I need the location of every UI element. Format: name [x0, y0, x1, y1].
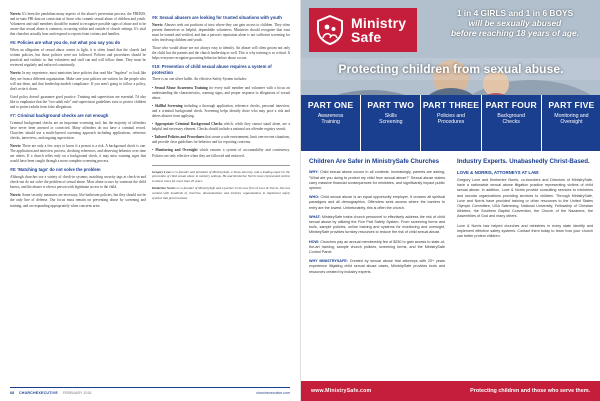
ad-paragraph-experts: Gregory Love and Kimberlee Norris, co-founders and Directors of MinistrySafe, have a nationwide sexual abuse litigation practice representing victims of child sexual abuse. In addition, Love & Norris provide consulting services to ministries and secular organizations providing services to children. Through MinistrySafe, Love and Norris have provided training or other resources to the United States Olympic Committee, USA Swimming, National University, Fellowship of Christian Athletes, the Southern Baptist Convention, the Church of the Nazarene, the Assemblies of God and many others. [457, 178, 593, 219]
tagline: Protecting children from sexual abuse. [338, 62, 564, 76]
ad-paragraph-who: WHO: Child sexual abuse is an equal opportunity employer. It crosses all spiritual paradigms and all demographics. Offenders seek access where the barriers to entry are the lowest. Unfortunately, this is often the church. [309, 195, 446, 210]
advertisement-page [300, 0, 600, 401]
ad-paragraph-experts-2: Love & Norris has helped churches and ministries in every state identify and implement effective safety systems. Contact them today to learn how your church can better protect children. [457, 223, 593, 239]
list-item: • Tailored Policies and Procedures that create a safe environment, limit one-on-one situations, and provide clear guidelines for behavior and for reporting concerns. [152, 135, 290, 145]
ad-paragraph-how: HOW: Churches pay an annual membership fee of $250 to gain access to state-of-the-art training, sample church policies, screening forms, and the MinistrySafe Control Panel. [309, 239, 446, 255]
section-10-paragraph: There is no one silver bullet. An effective Safety System includes: [152, 77, 248, 82]
list-item: • Monitoring and Oversight which ensures a system of accountability and consistency. Policies are only effective when they are followed and enforced. [152, 148, 290, 158]
ad-column-1 [309, 158, 445, 279]
author-bios [152, 165, 290, 201]
part-two: PART TWO Skills Screening [361, 95, 421, 151]
magazine-name: CHURCHEXECUTIVE [19, 390, 58, 395]
page-number: 68 [10, 390, 14, 395]
ad-paragraph-why: WHY: Child sexual abuse occurs in all contexts. Increasingly, parents are asking, "What are you doing to protect my child from sexual abuse?" Sexual abuse claims carry massive financial consequences for ministries, and significantly impact public opinion. [309, 170, 445, 191]
footer-slogan: Protecting children and those who serve them. [470, 388, 590, 394]
page-footer [10, 387, 290, 395]
five-part-system [301, 95, 600, 151]
shield-icon [315, 15, 345, 45]
section-6-paragraph-2: Good policy doesn't guarantee good practice. Training and supervision are essential. I'd also like to emphasize that the "two-adult rule" and supervision guidelines exist to protect children and to protect adults from false allegations. [10, 94, 146, 109]
ad-heading-safer: Children Are Safer in MinistrySafe Churches [309, 158, 440, 165]
ad-subheading-love-norris: LOVE & NORRIS, ATTORNEYS AT LAW: [457, 170, 540, 176]
author-bio: Gregory Love is co-founder and president of MinistrySafe, a Texas attorney, and a leading expert in the prevention of child sexual abuse in ministry settings. He and Kimberlee Norris have represented victims in abuse cases for more than 20 years. [152, 169, 290, 183]
footer-left [10, 391, 91, 395]
part-four: PART FOUR Background Checks [482, 95, 542, 151]
section-7-paragraph: Criminal background checks are an important screening tool, but the majority of offenders have never been arrested or convicted. Many offenders do not have a criminal record. Churches should use a multi-layered screening approach including applications, reference checks, interviews, and ongoing supervision. [10, 120, 146, 140]
ad-paragraph-why-ministrysafe: WHY MINISTRYSAFE: Created by sexual abuse trial attorneys with 20+ years experience litigating child sexual abuse cases, MinistrySafe provides tools and resources created by industry experts. [309, 259, 445, 274]
section-heading-7: #7: Criminal background checks are not enough [10, 113, 109, 119]
section-9-paragraph-2: Those who would abuse are not always easy to identify. An abuser will often groom not only the child, but the parents and the church leadership as well. This is why training is so critical. It helps everyone recognize grooming behavior before abuse occurs. [152, 45, 290, 61]
section-7-norris: Norris: There are only a few ways to know if a person is a risk. A background check is one. The application and interview process, checking references, and observing behavior over time are others. If a church relies only on a background check, it may miss warning signs that would have been caught through a more complete screening process. [10, 144, 147, 164]
hero-banner [301, 0, 600, 151]
part-five: PART FIVE Monitoring and Oversight [542, 95, 600, 151]
ministrysafe-logo [309, 8, 417, 52]
ad-paragraph-what: WHAT: MinistrySafe trains church personnel to effectively address the risk of child sexual abuse by utilizing the Five Part Safety System. From screening forms and tools, sample policies, online training and systems for monitoring and oversight, MinistrySafe provides turnkey resources to reduce the risk of child sexual abuse. [309, 214, 446, 235]
statistic-callout: 1 in 4 GIRLS and 1 in 6 BOYS will be sexually abused before reaching 18 years of age. [450, 8, 579, 38]
section-9-norris: Norris: Abusers seek out positions of trust where they can gain access to children. They often present themselves as helpful, dependable volunteers. Ministries should recognize that trust must be earned and verified, and that a person's reputation alone is not sufficient screening for roles involving children and youth. [152, 22, 291, 42]
intro-paragraph: Norris: It's been the pendulum many aspects of the abuse's prevention process, the FBI/BJS, and in-state FBI data on conviction of those who commit sexual abuse of children and youth. Volunteers and staff members should be trained to recognize possible signs of abuse and to be aware that sexual abuse is common, occurring within and outside of church settings. It's vital that churches actually hear and respond to reports from victims and families. [10, 12, 146, 37]
ad-heading-experts: Industry Experts. Unabashedly Christ-Based. [457, 158, 590, 165]
section-heading-9: #9: Sexual abusers are looking for trusted situations with youth [152, 15, 282, 20]
list-item: • Skillful Screening including a thorough application, reference checks, personal interview, and a criminal background check. Screening helps identify those who may pose a risk and deters abusers from applying. [152, 103, 290, 118]
section-heading-6: #6: Policies are what you do, not what you say you do [10, 40, 121, 46]
site-link[interactable]: churchexecutive.com [256, 390, 290, 395]
section-6-paragraph: When an allegation of sexual abuse comes to light, it is often found that the church had written policies, but those policies were not followed. Policies and procedures should be practical and realistic so that volunteers and staff can and will follow them. They must be reviewed regularly and enforced consistently. [10, 48, 146, 68]
logo-wordmark: Ministry Safe [351, 15, 407, 45]
section-8-paragraph: Although churches use a variety of check-in systems, matching security tags at check-in and check-out do not solve the problem of sexual abuse. Most abuse occurs by someone the child knows, and the abuser is often a person with legitimate access to the child. [10, 175, 146, 190]
list-item: • Sexual Abuse Awareness Training for every staff member and volunteer with a focus on understanding the characteristics, warning signs, and proper response to allegations of sexual abuse. [152, 85, 290, 100]
article-column-2 [152, 12, 290, 203]
ad-column-2 [457, 158, 593, 243]
section-8-norris: Norris: Some security measures are necessary, like bathroom policies, but they should not be the only line of defense. Our focus must remain on preventing abuse by screening and training, and on responding appropriately when concerns arise. [10, 193, 146, 208]
issue-date: FEBRUARY 2018 [62, 390, 92, 395]
author-bio: Kimberlee Norris is co-founder of MinistrySafe and a partner in the law firm of Love & Norris. She has worked with hundreds of churches, denominations and ministry organizations to implement safety systems that prevent abuse. [152, 186, 290, 200]
tagline-bar [301, 58, 600, 80]
section-heading-10: #10: Prevention of child sexual abuse requires a system of protection [152, 64, 272, 75]
website-link[interactable]: www.MinistrySafe.com [311, 388, 372, 394]
list-item: • Appropriate Criminal Background Checks which, while they cannot stand alone, are a helpful and necessary element. Checks should include a national sex offender registry search. [152, 122, 290, 132]
section-heading-8: #8: 'Matching tags' do not solve the problem [10, 167, 101, 173]
part-three: PART THREE Policies and Procedures [421, 95, 481, 151]
ad-footer-bar [301, 381, 600, 401]
section-6-norris: Norris: In my experience, most ministries have policies that read like "legalese" or look like they are from a different organization. Make sure your policies are written for the people who will use them, and that leadership models compliance. If you aren't going to follow a policy, don't write it down. [10, 71, 146, 91]
article-column-1 [10, 12, 146, 212]
part-one: PART ONE Awareness Training [301, 95, 361, 151]
safety-system-list [152, 86, 290, 159]
